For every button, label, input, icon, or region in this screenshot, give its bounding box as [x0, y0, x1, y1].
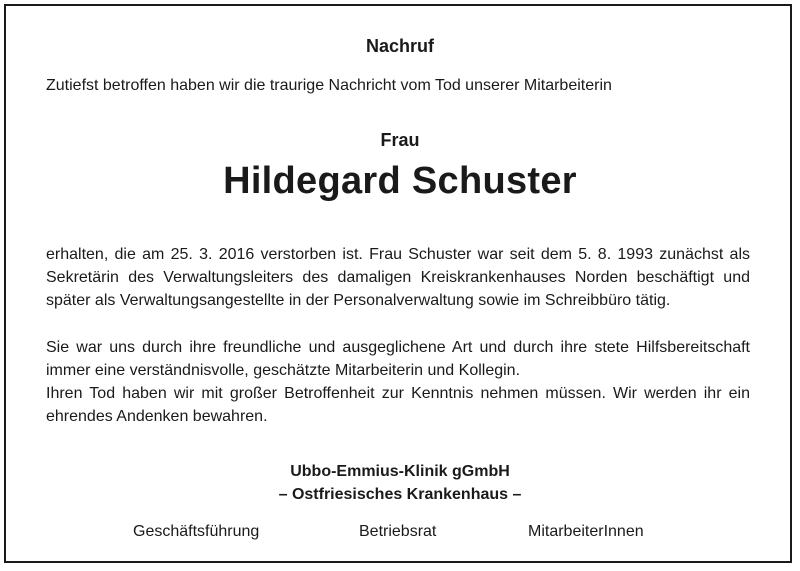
paragraph-character: Sie war uns durch ihre freundliche und ausgeglichene Art und durch ihre stete Hilfsbereitschaft immer eine verständnisvolle, geschätzte Mitarbeiterin und Kollegin.	[46, 339, 750, 379]
organization-subtitle: – Ostfriesisches Krankenhaus –	[278, 486, 522, 503]
organization-name: Ubbo-Emmius-Klinik gGmbH	[290, 463, 510, 480]
salutation: Frau	[380, 130, 420, 150]
signatory-works-council: Betriebsrat	[359, 523, 437, 540]
notice-heading: Nachruf	[365, 36, 434, 56]
paragraph-farewell: Ihren Tod haben wir mit großer Betroffenheit zur Kenntnis nehmen müssen. Wir werden ihr ein ehrendes Andenken bewahren.	[46, 385, 750, 425]
deceased-name: Hildegard Schuster	[223, 160, 577, 202]
paragraph-employment: erhalten, die am 25. 3. 2016 verstorben ist. Frau Schuster war seit dem 5. 8. 1993 zunächst als Sekretärin des Verwaltungsleiters des damaligen Kreiskrankenhauses Norden beschäftigt und später als Verwaltungsangestellte in der Personalverwaltung sowie im Schreibbüro tätig.	[46, 246, 750, 309]
signatory-management: Geschäftsführung	[133, 523, 260, 540]
signatory-employees: MitarbeiterInnen	[528, 523, 644, 540]
intro-text: Zutiefst betroffen haben wir die traurige Nachricht vom Tod unserer Mitarbeiterin	[46, 77, 612, 94]
